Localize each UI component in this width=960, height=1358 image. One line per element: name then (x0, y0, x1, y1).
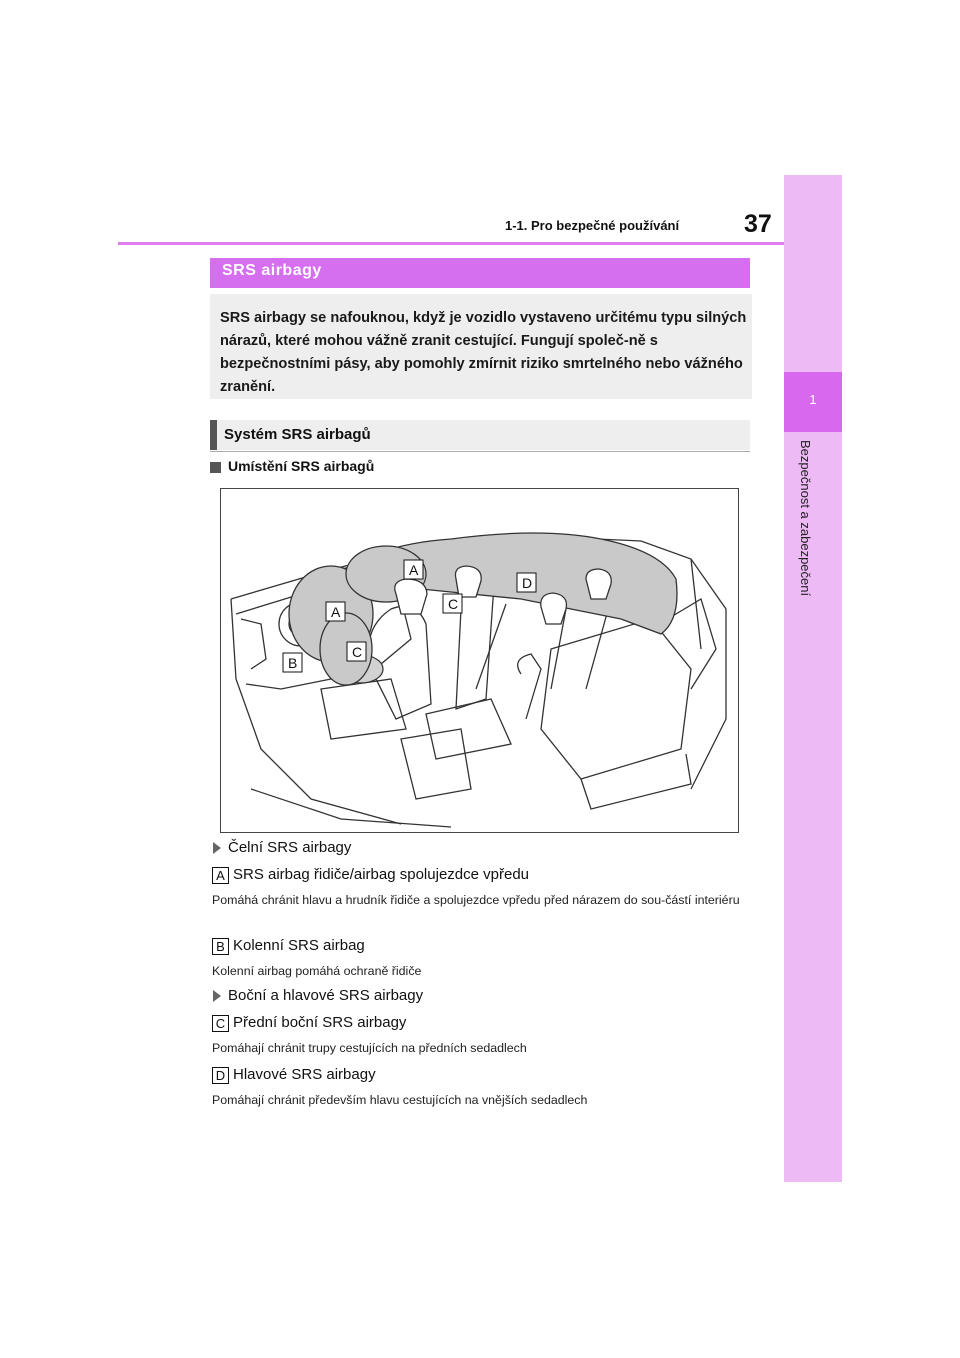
subsection-underline (210, 451, 750, 452)
item-label-box: D (212, 1067, 229, 1084)
location-heading: Umístění SRS airbagů (228, 458, 375, 474)
figure-label-d: D (522, 575, 533, 591)
square-bullet-icon (210, 462, 221, 473)
item-description: Kolenní airbag pomáhá ochraně řidiče (212, 964, 422, 978)
group-title: Čelní SRS airbagy (228, 839, 352, 856)
item-label-box: C (212, 1015, 229, 1032)
intro-text: SRS airbagy se nafouknou, když je vozidlo vystaveno určitému typu silných nárazů, které mohou vážně zranit cestující. Fungují společ-ně s bezpečnostními pásy, aby pomohly zmírnit riziko smrtelného nebo vážného zranění. (220, 310, 747, 395)
item-title: Kolenní SRS airbag (233, 937, 365, 954)
item-description: Pomáhají chránit trupy cestujících na předních sedadlech (212, 1041, 527, 1055)
triangle-bullet-icon (213, 842, 221, 854)
item-label-box: A (212, 867, 229, 884)
subsection-marker (210, 420, 217, 450)
section-title: SRS airbagy (222, 262, 322, 279)
chapter-side-tab (784, 175, 842, 1182)
item-title: Hlavové SRS airbagy (233, 1066, 376, 1083)
page-number: 37 (744, 210, 772, 238)
group-title: Boční a hlavové SRS airbagy (228, 987, 424, 1004)
item-description: Pomáhá chránit hlavu a hrudník řidiče a spolujezdce vpředu před nárazem do sou-částí interiéru (212, 893, 740, 907)
figure-label-b: B (288, 655, 298, 671)
header-divider (118, 242, 784, 245)
chapter-label: Bezpečnost a zabezpečení (798, 440, 813, 597)
item-title: Přední boční SRS airbagy (233, 1014, 407, 1031)
section-breadcrumb: 1-1. Pro bezpečné používání (505, 218, 680, 233)
figure-label-c-left: C (352, 644, 363, 660)
item-label-box: B (212, 938, 229, 955)
subsection-title: Systém SRS airbagů (224, 426, 371, 443)
chapter-number: 1 (809, 392, 817, 407)
figure-label-a-left: A (331, 604, 341, 620)
triangle-bullet-icon (213, 990, 221, 1002)
figure-label-a-top: A (409, 562, 419, 578)
figure-label-c-right: C (448, 596, 459, 612)
car-interior-illustration (221, 489, 738, 832)
item-title: SRS airbag řidiče/airbag spolujezdce vpředu (233, 866, 530, 883)
item-description: Pomáhají chránit především hlavu cestujících na vnějších sedadlech (212, 1093, 588, 1107)
airbag-location-figure (220, 488, 739, 833)
